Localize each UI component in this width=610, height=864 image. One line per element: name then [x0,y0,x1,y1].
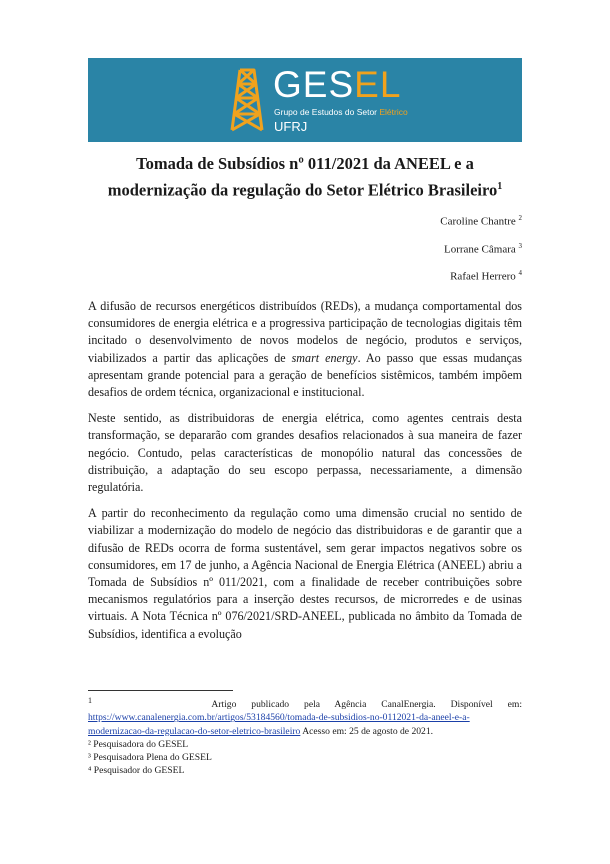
brand-subtitle: Grupo de Estudos do Setor Elétrico [274,107,408,117]
brand-university: UFRJ [274,119,308,134]
footnote-divider [88,690,233,691]
transmission-tower-icon [226,66,268,134]
footnote-3: ³ Pesquisadora Plena do GESEL [88,752,212,763]
footnotes [88,694,522,777]
paragraph-2: Neste sentido, as distribuidoras de energia elétrica, como agentes centrais desta transformação, se depararão com grandes desafios relacionados à sua maneira de fazer negócio. Contudo, pelas características de monopólio natural das concessões de distribuição, a adaptação do seu escopo perpassa, necessariamente, a dimensão regulatória. [88,411,522,495]
title-footnote-mark: 1 [497,181,503,192]
paragraph-3: A partir do reconhecimento da regulação como uma dimensão crucial no sentido de viabilizar a modernização do modelo de negócio das distribuidoras e de garantir que a difusão de REDs ocorra de forma sustentável, sem gerar impactos negativos sobre os consumidores, em 17 de junho, a Agência Nacional de Energia Elétrica (ANEEL) abriu a Tomada de Subsídios nº 011/2021, com a finalidade de receber contribuições sobre mecanismos regulatórios para a inserção destes recursos, de microrredes e de usinas virtuais. A Nota Técnica nº 076/2021/SRD-ANEEL, publicada no âmbito da Tomada de Subsídios, identifica a evolução [88,506,522,641]
header-banner [88,58,522,142]
footnote-4: ⁴ Pesquisador do GESEL [88,765,185,777]
footnote-2: ² Pesquisadora do GESEL [88,738,189,750]
body-text [88,298,522,652]
author-list [440,206,522,289]
paragraph-1: A difusão de recursos energéticos distribuídos (REDs), a mudança comportamental dos consumidores de energia elétrica e a progressiva participação de tecnologias digitais têm incitado o desenvolvimento de novos modelos de negócio, produtos e serviços, viabilizados a partir das aplicações de smart energy. Ao passo que essas mudanças apresentam grande potencial para a geração de benefícios sistêmicos, também impõem desafios de ordem técnica, organizacional e institucional. [88,299,522,400]
author: Lorrane Câmara $^3$ [443,241,522,256]
document-title: Tomada de Subsídios nº 011/2021 da ANEEL e a modernização da regulação do Setor Elétrico Brasileiro$^1$ [107,154,503,200]
author: Caroline Chantre $^2$ [440,214,522,228]
author: Rafael Herrero $^4$ [450,269,522,283]
footnote-1: $^1$ Artigo publicado pela Agência CanalEnergia. Disponível em: https://www.canalenergia.com.br/artigos/53184560/tomada-de-subsidios-no-0112021-da-aneel-e-a-modernizacao-da-regulacao-do-setor-eletrico-brasileiro Acesso em: 25 de agosto de 2021. [88,696,523,737]
footnote-link[interactable]: https://www.canalenergia.com.br/artigos/53184560/tomada-de-subsidios-no-0112021-da-aneel-e-a-modernizacao-da-regulacao-do-setor-eletrico-brasileiro [88,712,470,737]
brand-name: GESEL [273,64,402,105]
